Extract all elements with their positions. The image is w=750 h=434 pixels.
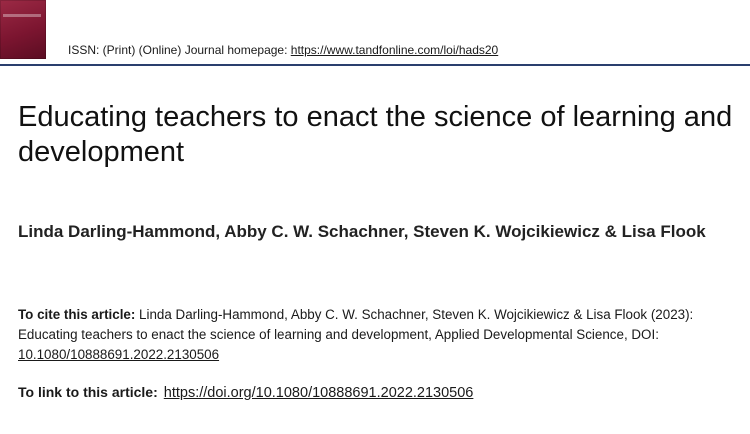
issn-text: ISSN: (Print) (Online) Journal homepage:	[68, 43, 291, 57]
journal-cover-thumbnail	[0, 0, 46, 59]
article-authors: Linda Darling-Hammond, Abby C. W. Schachner, Steven K. Wojcikiewicz & Lisa Flook	[18, 222, 706, 241]
citation-label: To cite this article:	[18, 307, 136, 322]
cover-title-strip	[3, 14, 41, 17]
article-doi-url-link[interactable]: https://doi.org/10.1080/10888691.2022.2130506	[163, 385, 474, 401]
citation-doi-link[interactable]: 10.1080/10888691.2022.2130506	[18, 347, 220, 362]
header-divider	[0, 64, 750, 66]
article-link-row	[18, 382, 738, 403]
link-label: To link to this article:	[18, 384, 158, 400]
article-title: Educating teachers to enact the science of learning and development	[18, 101, 733, 168]
journal-homepage-link[interactable]: https://www.tandfonline.com/loi/hads20	[290, 43, 499, 57]
journal-header	[68, 43, 498, 57]
citation-block	[18, 305, 743, 365]
citation-text: Linda Darling-Hammond, Abby C. W. Schachner, Steven K. Wojcikiewicz & Lisa Flook (2023): Educating teachers to enact the science of learning and development, Applied Developmental Science, DOI:	[18, 307, 694, 342]
